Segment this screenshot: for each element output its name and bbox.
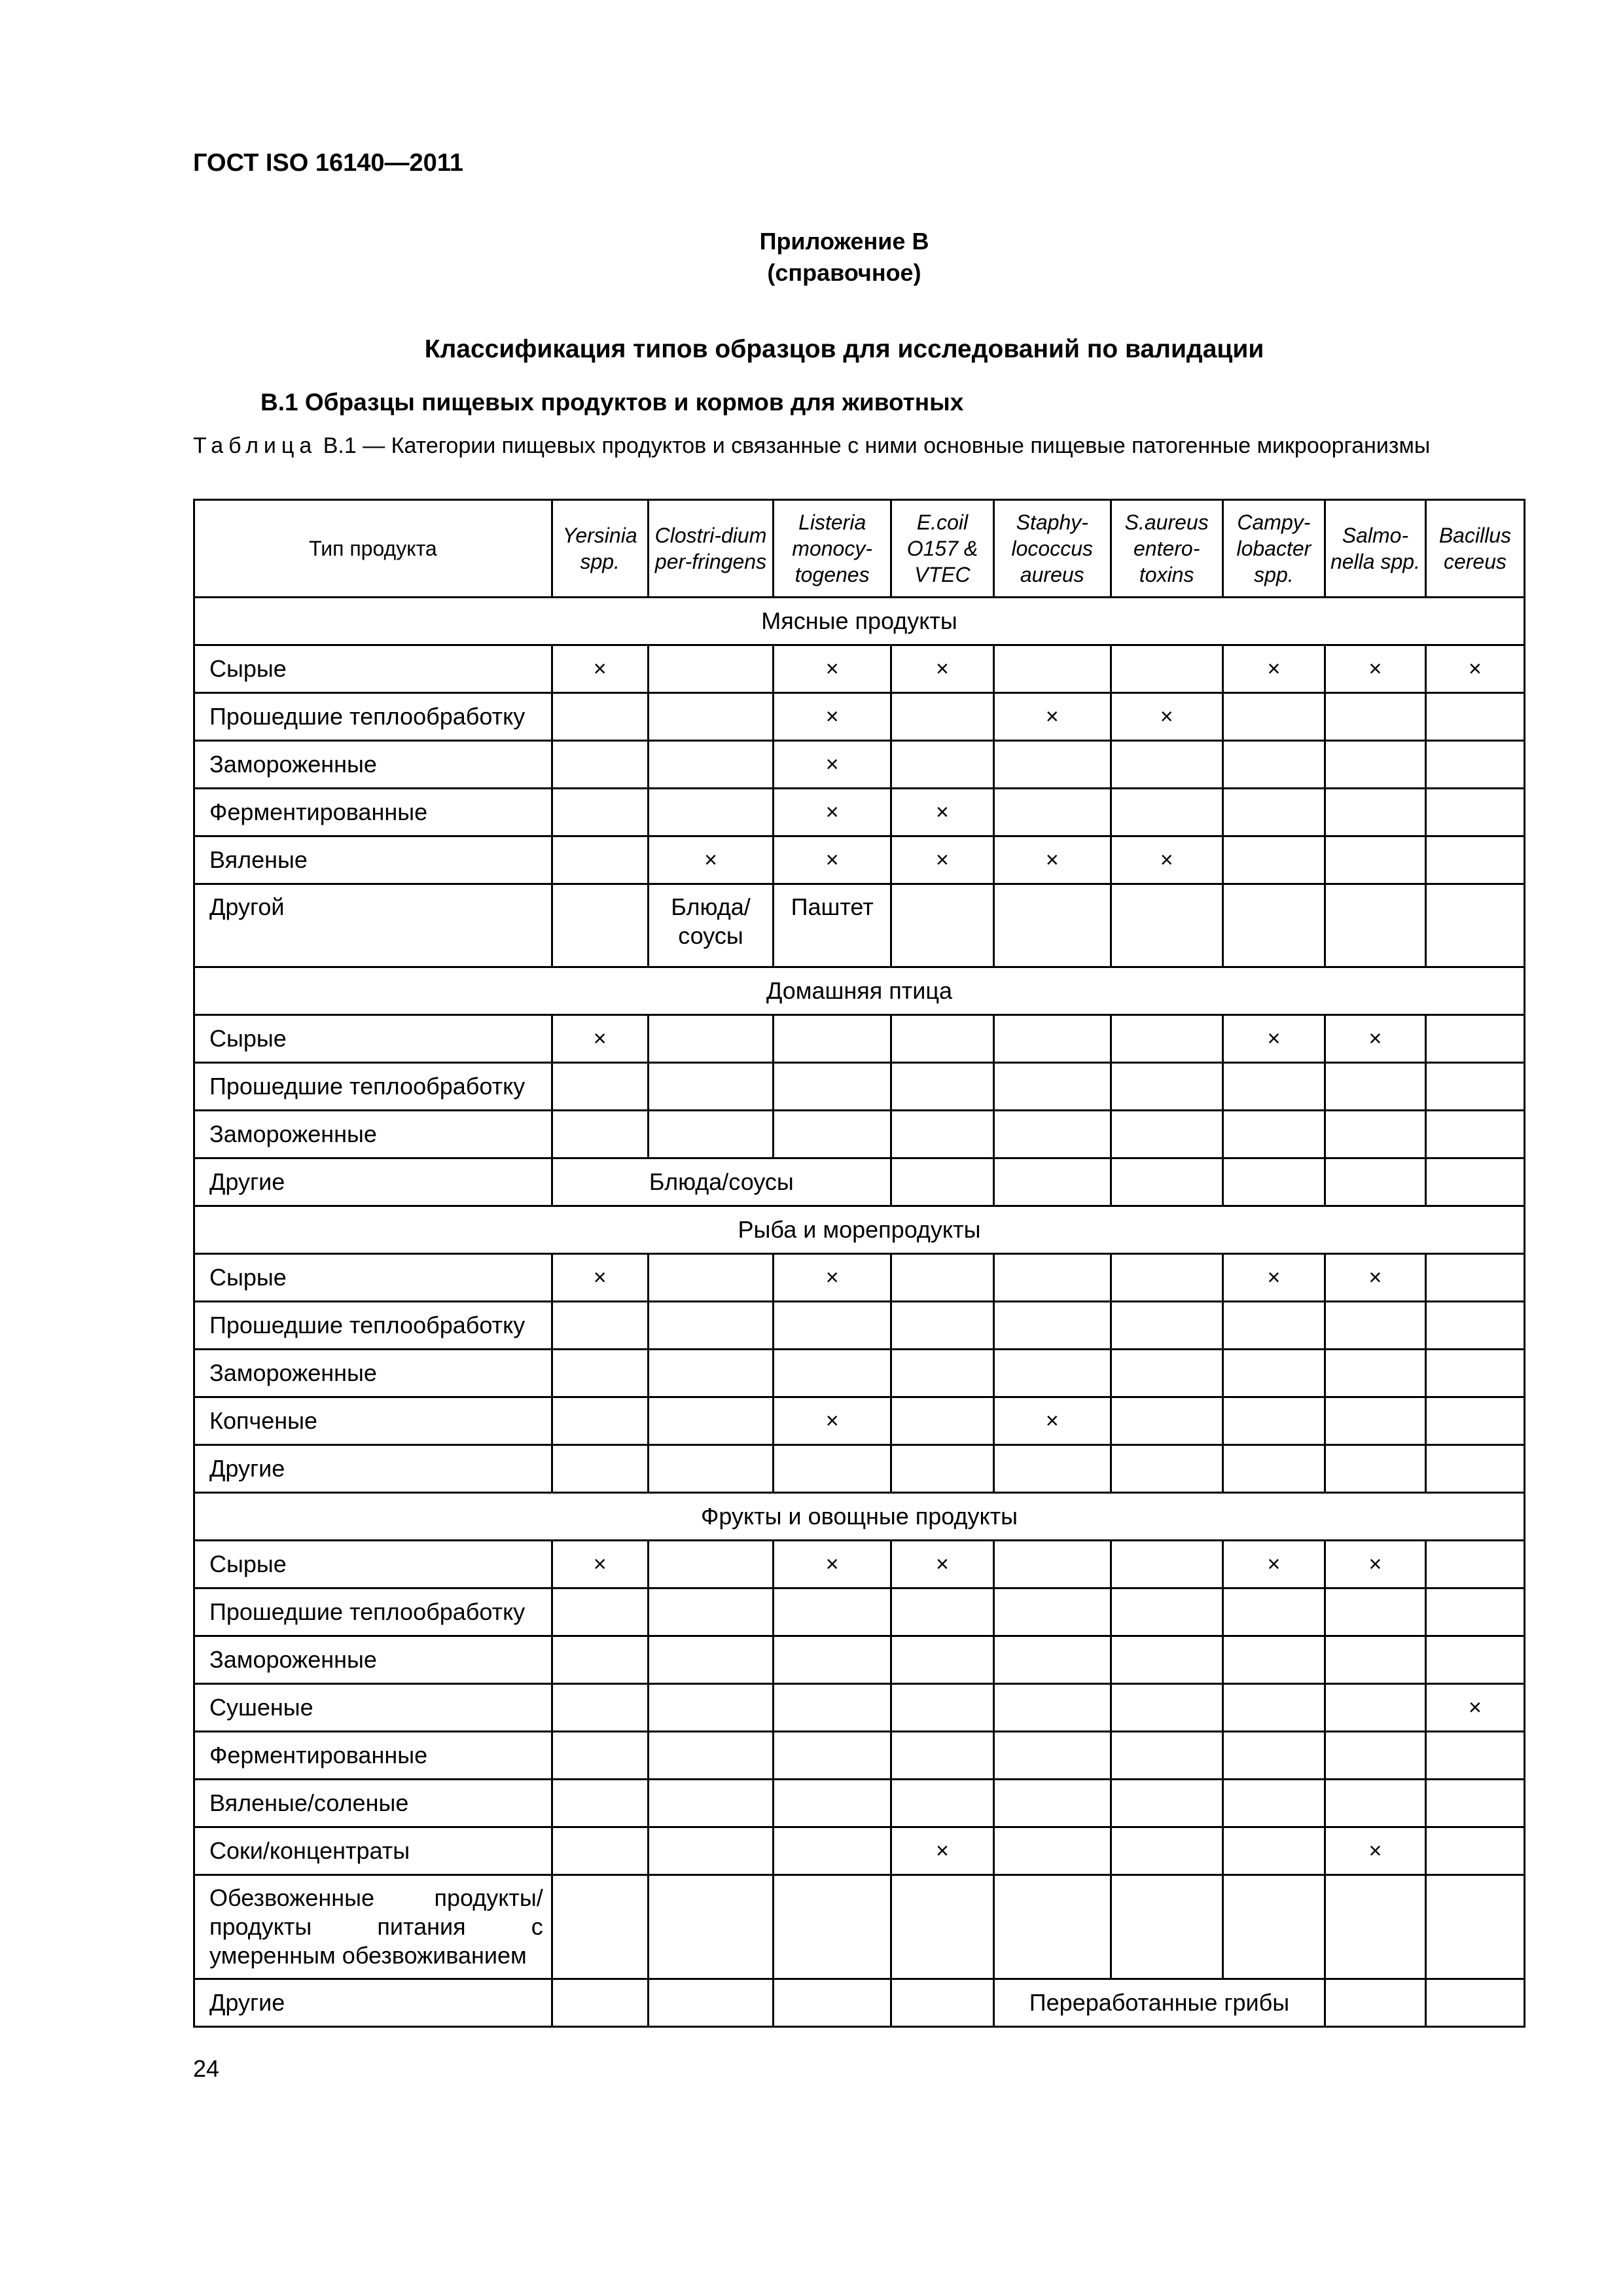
table-cell xyxy=(1325,1350,1425,1397)
table-cell xyxy=(1111,1827,1222,1875)
table-cell xyxy=(774,1684,891,1732)
table-cell xyxy=(1425,1780,1524,1827)
header-row xyxy=(194,500,1525,598)
table-cell xyxy=(552,1979,648,2027)
category-row xyxy=(194,1493,1525,1541)
table-cell xyxy=(552,836,648,884)
table-cell xyxy=(552,1302,648,1350)
table-cell xyxy=(1222,1636,1325,1684)
table-row xyxy=(194,1254,1525,1302)
mark-cell: × xyxy=(1222,1541,1325,1588)
header-staphylococcus: Staphy-lococcus aureus xyxy=(994,500,1111,598)
table-cell xyxy=(552,1732,648,1780)
table-cell xyxy=(1325,741,1425,789)
table-cell xyxy=(1111,1588,1222,1636)
category-title: Домашняя птица xyxy=(194,967,1525,1015)
document-header: ГОСТ ISO 16140—2011 xyxy=(193,149,463,177)
page-title: Классификация типов образцов для исследований по валидации xyxy=(424,335,1264,363)
table-cell xyxy=(1325,1063,1425,1111)
table-cell xyxy=(552,1588,648,1636)
table-cell xyxy=(1222,884,1325,967)
table-cell xyxy=(1222,836,1325,884)
row-label: Замороженные xyxy=(194,1636,552,1684)
table-cell xyxy=(1222,1732,1325,1780)
table-cell xyxy=(994,1254,1111,1302)
table-cell xyxy=(648,1254,774,1302)
table-cell xyxy=(1425,1111,1524,1158)
table-cell xyxy=(1111,1684,1222,1732)
mark-cell: × xyxy=(774,741,891,789)
table-cell xyxy=(552,741,648,789)
table-body xyxy=(194,598,1525,2027)
table-cell xyxy=(1425,1979,1524,2027)
table-cell xyxy=(774,1063,891,1111)
caption-prefix: Таблица xyxy=(193,433,317,458)
mark-cell: × xyxy=(1325,1254,1425,1302)
mark-cell: × xyxy=(1325,645,1425,693)
table-cell xyxy=(774,1780,891,1827)
table-row xyxy=(194,1015,1525,1063)
table-cell xyxy=(994,1302,1111,1350)
mark-cell: × xyxy=(774,645,891,693)
table-cell xyxy=(1111,884,1222,967)
table-cell xyxy=(1425,1875,1524,1979)
appendix-heading xyxy=(0,226,1623,289)
table-row xyxy=(194,1397,1525,1445)
row-label: Сырые xyxy=(194,1541,552,1588)
table-cell xyxy=(1222,1302,1325,1350)
table-cell xyxy=(1111,645,1222,693)
table-cell xyxy=(1111,1541,1222,1588)
mark-cell: × xyxy=(648,836,774,884)
table-cell xyxy=(1111,1636,1222,1684)
table-cell xyxy=(1111,1397,1222,1445)
table-cell xyxy=(648,1015,774,1063)
table-row xyxy=(194,1445,1525,1493)
table-cell xyxy=(1111,1302,1222,1350)
table-cell xyxy=(994,1827,1111,1875)
table-cell xyxy=(1425,1445,1524,1493)
mark-cell: × xyxy=(552,645,648,693)
header-ecoli: E.coil O157 & VTEC xyxy=(891,500,993,598)
mark-cell: × xyxy=(774,1541,891,1588)
table-cell xyxy=(648,1875,774,1979)
table-row xyxy=(194,1827,1525,1875)
table-cell xyxy=(774,1445,891,1493)
table-cell xyxy=(774,1827,891,1875)
mark-cell: × xyxy=(774,836,891,884)
table-cell xyxy=(891,884,993,967)
category-row xyxy=(194,1206,1525,1254)
mark-cell: × xyxy=(552,1015,648,1063)
table-cell xyxy=(1111,1254,1222,1302)
table-cell xyxy=(1425,1158,1524,1206)
table-row xyxy=(194,1875,1525,1979)
table-row xyxy=(194,1158,1525,1206)
table-cell xyxy=(994,1636,1111,1684)
table-cell xyxy=(1325,1732,1425,1780)
span-note: Блюда/соусы xyxy=(552,1158,891,1206)
table-cell xyxy=(1325,1158,1425,1206)
table-cell xyxy=(648,741,774,789)
table-cell xyxy=(1325,884,1425,967)
table-row xyxy=(194,836,1525,884)
table-cell xyxy=(1325,1588,1425,1636)
table-cell xyxy=(994,1063,1111,1111)
row-label: Прошедшие теплообработку xyxy=(194,1302,552,1350)
mark-cell: × xyxy=(1111,836,1222,884)
row-label: Обезвоженные продукты/ продукты питания с умеренным обезвоживанием xyxy=(194,1875,552,1979)
table-cell xyxy=(891,1302,993,1350)
table-cell xyxy=(648,1063,774,1111)
table-cell xyxy=(1425,1063,1524,1111)
table-cell xyxy=(891,1445,993,1493)
mark-cell: × xyxy=(891,1827,993,1875)
table-row xyxy=(194,1684,1525,1732)
table-cell xyxy=(891,1015,993,1063)
table-cell xyxy=(648,1636,774,1684)
table-cell xyxy=(1425,1302,1524,1350)
table-cell xyxy=(1222,1588,1325,1636)
mark-cell: × xyxy=(891,789,993,836)
caption-text: В.1 — Категории пищевых продуктов и связанные с ними основные пищевые патогенные микроорганизмы xyxy=(317,433,1431,458)
table-cell xyxy=(1222,693,1325,741)
table-cell xyxy=(994,1111,1111,1158)
table-cell xyxy=(1325,1445,1425,1493)
table-cell xyxy=(891,1732,993,1780)
table-cell xyxy=(891,1780,993,1827)
category-row xyxy=(194,598,1525,645)
table-cell xyxy=(1425,1254,1524,1302)
table-row xyxy=(194,693,1525,741)
table-cell xyxy=(1425,789,1524,836)
table-cell xyxy=(552,1875,648,1979)
row-label: Замороженные xyxy=(194,741,552,789)
row-label: Другие xyxy=(194,1979,552,2027)
table-cell xyxy=(1222,789,1325,836)
mark-cell: × xyxy=(994,836,1111,884)
mark-cell: × xyxy=(552,1541,648,1588)
table-cell xyxy=(891,1254,993,1302)
table-cell xyxy=(1111,789,1222,836)
table-cell xyxy=(552,789,648,836)
table-cell xyxy=(994,1732,1111,1780)
table-cell xyxy=(994,884,1111,967)
row-label: Вяленые xyxy=(194,836,552,884)
table-row xyxy=(194,1063,1525,1111)
mark-cell: × xyxy=(994,1397,1111,1445)
table-cell xyxy=(1425,1827,1524,1875)
category-title: Фрукты и овощные продукты xyxy=(194,1493,1525,1541)
table-row xyxy=(194,1302,1525,1350)
cell-note: Блюда/ соусы xyxy=(648,884,774,967)
table-cell xyxy=(1425,1397,1524,1445)
row-label: Замороженные xyxy=(194,1350,552,1397)
table-cell xyxy=(1111,1875,1222,1979)
table-cell xyxy=(648,1445,774,1493)
table-cell xyxy=(994,741,1111,789)
table-cell xyxy=(648,645,774,693)
table-cell xyxy=(1425,1015,1524,1063)
table-cell xyxy=(1111,741,1222,789)
mark-cell: × xyxy=(774,693,891,741)
table-caption xyxy=(193,432,1524,460)
table-cell xyxy=(891,1063,993,1111)
mark-cell: × xyxy=(1222,1015,1325,1063)
table-cell xyxy=(1111,1350,1222,1397)
row-label: Сушеные xyxy=(194,1684,552,1732)
table-cell xyxy=(1325,1875,1425,1979)
category-title: Рыба и морепродукты xyxy=(194,1206,1525,1254)
table-cell xyxy=(994,1350,1111,1397)
row-label: Другой xyxy=(194,884,552,967)
table-row xyxy=(194,1111,1525,1158)
table-cell xyxy=(994,1780,1111,1827)
span-note: Переработанные грибы xyxy=(994,1979,1325,2027)
table-cell xyxy=(1222,1875,1325,1979)
category-row xyxy=(194,967,1525,1015)
table-cell xyxy=(891,741,993,789)
table-row xyxy=(194,1780,1525,1827)
appendix-line1: Приложение В xyxy=(759,228,929,255)
table-cell xyxy=(774,1588,891,1636)
table-cell xyxy=(891,1979,993,2027)
table-cell xyxy=(648,693,774,741)
table-cell xyxy=(1222,1111,1325,1158)
header-salmonella: Salmo-nella spp. xyxy=(1325,500,1425,598)
table-cell xyxy=(1111,1158,1222,1206)
table-row xyxy=(194,1636,1525,1684)
table-cell xyxy=(648,1732,774,1780)
table-cell xyxy=(1425,1350,1524,1397)
table-cell xyxy=(552,693,648,741)
row-label: Другие xyxy=(194,1158,552,1206)
table-cell xyxy=(1325,693,1425,741)
mark-cell: × xyxy=(891,645,993,693)
table-cell xyxy=(648,1302,774,1350)
table-cell xyxy=(1325,1111,1425,1158)
table-cell xyxy=(994,1158,1111,1206)
mark-cell: × xyxy=(1325,1015,1425,1063)
row-label: Ферментированные xyxy=(194,1732,552,1780)
table-cell xyxy=(1425,1588,1524,1636)
table-cell xyxy=(1325,1636,1425,1684)
row-label: Вяленые/соленые xyxy=(194,1780,552,1827)
mark-cell: × xyxy=(774,1397,891,1445)
table-cell xyxy=(774,1979,891,2027)
header-bacillus: Bacillus cereus xyxy=(1425,500,1524,598)
table-cell xyxy=(1425,1541,1524,1588)
mark-cell: × xyxy=(891,1541,993,1588)
row-label: Ферментированные xyxy=(194,789,552,836)
table-cell xyxy=(994,1015,1111,1063)
table-cell xyxy=(891,1158,993,1206)
table-cell xyxy=(552,1063,648,1111)
classification-table xyxy=(193,499,1525,2028)
table-cell xyxy=(1425,693,1524,741)
table-cell xyxy=(1425,1636,1524,1684)
table-cell xyxy=(1325,1979,1425,2027)
mark-cell: × xyxy=(1325,1541,1425,1588)
table-cell xyxy=(1222,741,1325,789)
table-cell xyxy=(552,1827,648,1875)
mark-cell: × xyxy=(1222,1254,1325,1302)
table-cell xyxy=(1325,1780,1425,1827)
table-cell xyxy=(552,1636,648,1684)
table-cell xyxy=(648,1111,774,1158)
table-cell xyxy=(552,1445,648,1493)
table-cell xyxy=(648,1780,774,1827)
table-cell xyxy=(1425,884,1524,967)
table-cell xyxy=(552,1111,648,1158)
table-cell xyxy=(774,1111,891,1158)
mark-cell: × xyxy=(891,836,993,884)
row-label: Сырые xyxy=(194,645,552,693)
table-cell xyxy=(1222,1350,1325,1397)
table-cell xyxy=(891,1111,993,1158)
table-row xyxy=(194,1588,1525,1636)
table-cell xyxy=(1222,1780,1325,1827)
header-listeria: Listeria monocy-togenes xyxy=(774,500,891,598)
table-cell xyxy=(648,789,774,836)
table-cell xyxy=(774,1015,891,1063)
table-cell xyxy=(774,1636,891,1684)
table-cell xyxy=(1425,741,1524,789)
table-cell xyxy=(1325,1302,1425,1350)
table-cell xyxy=(994,1875,1111,1979)
mark-cell: × xyxy=(1111,693,1222,741)
header-yersinia: Yersinia spp. xyxy=(552,500,648,598)
mark-cell: × xyxy=(994,693,1111,741)
table-cell xyxy=(1325,1397,1425,1445)
section-heading: В.1 Образцы пищевых продуктов и кормов для животных xyxy=(260,389,964,416)
table-cell xyxy=(1325,1684,1425,1732)
table-row xyxy=(194,789,1525,836)
table-cell xyxy=(774,1875,891,1979)
table-cell xyxy=(552,1350,648,1397)
table-cell xyxy=(1325,789,1425,836)
row-label: Соки/концентраты xyxy=(194,1827,552,1875)
table-cell xyxy=(994,1684,1111,1732)
mark-cell: × xyxy=(774,1254,891,1302)
cell-note: Паштет xyxy=(774,884,891,967)
table-cell xyxy=(1425,1732,1524,1780)
table-row xyxy=(194,645,1525,693)
table-cell xyxy=(648,1684,774,1732)
table-cell xyxy=(648,1350,774,1397)
table-cell xyxy=(891,693,993,741)
table-cell xyxy=(994,645,1111,693)
table-cell xyxy=(1111,1780,1222,1827)
table-cell xyxy=(1222,1445,1325,1493)
table-cell xyxy=(891,1588,993,1636)
row-label: Сырые xyxy=(194,1015,552,1063)
table-cell xyxy=(648,1827,774,1875)
table-cell xyxy=(1111,1445,1222,1493)
table-cell xyxy=(1222,1397,1325,1445)
appendix-line2: (справочное) xyxy=(767,259,921,286)
table-cell xyxy=(552,1397,648,1445)
table-cell xyxy=(994,1541,1111,1588)
category-title: Мясные продукты xyxy=(194,598,1525,645)
mark-cell: × xyxy=(1425,645,1524,693)
header-clostridium: Clostri-dium per-fringens xyxy=(648,500,774,598)
header-saureus-enterotoxins: S.aureus entero-toxins xyxy=(1111,500,1222,598)
table-row xyxy=(194,1732,1525,1780)
mark-cell: × xyxy=(1325,1827,1425,1875)
header-campylobacter: Campy-lobacter spp. xyxy=(1222,500,1325,598)
header-product-type: Тип продукта xyxy=(194,500,552,598)
row-label: Замороженные xyxy=(194,1111,552,1158)
table-row xyxy=(194,884,1525,967)
table-cell xyxy=(1325,836,1425,884)
table-row xyxy=(194,1541,1525,1588)
table-row xyxy=(194,1350,1525,1397)
table-cell xyxy=(648,1979,774,2027)
table-cell xyxy=(1222,1063,1325,1111)
mark-cell: × xyxy=(1222,645,1325,693)
page-number: 24 xyxy=(193,2055,220,2082)
table-cell xyxy=(774,1350,891,1397)
table-cell xyxy=(891,1875,993,1979)
table-cell xyxy=(994,789,1111,836)
table-cell xyxy=(1111,1732,1222,1780)
table-cell xyxy=(552,1684,648,1732)
table-cell xyxy=(552,884,648,967)
row-label: Прошедшие теплообработку xyxy=(194,693,552,741)
table-cell xyxy=(891,1350,993,1397)
table-row xyxy=(194,1979,1525,2027)
table-cell xyxy=(648,1588,774,1636)
table-cell xyxy=(648,1397,774,1445)
table-cell xyxy=(994,1445,1111,1493)
table-cell xyxy=(1111,1111,1222,1158)
row-label: Прошедшие теплообработку xyxy=(194,1063,552,1111)
table-cell xyxy=(1222,1827,1325,1875)
table-cell xyxy=(891,1684,993,1732)
table-cell xyxy=(774,1732,891,1780)
row-label: Прошедшие теплообработку xyxy=(194,1588,552,1636)
table-row xyxy=(194,741,1525,789)
table-cell xyxy=(891,1636,993,1684)
row-label: Другие xyxy=(194,1445,552,1493)
mark-cell: × xyxy=(774,789,891,836)
mark-cell: × xyxy=(1425,1684,1524,1732)
table-cell xyxy=(648,1541,774,1588)
row-label: Сырые xyxy=(194,1254,552,1302)
mark-cell: × xyxy=(552,1254,648,1302)
table-cell xyxy=(1111,1015,1222,1063)
table-cell xyxy=(1222,1684,1325,1732)
table-cell xyxy=(1111,1063,1222,1111)
table-cell xyxy=(552,1780,648,1827)
row-label: Копченые xyxy=(194,1397,552,1445)
table-cell xyxy=(774,1302,891,1350)
table-cell xyxy=(1222,1158,1325,1206)
table-cell xyxy=(994,1588,1111,1636)
table-cell xyxy=(1425,836,1524,884)
table-cell xyxy=(891,1397,993,1445)
